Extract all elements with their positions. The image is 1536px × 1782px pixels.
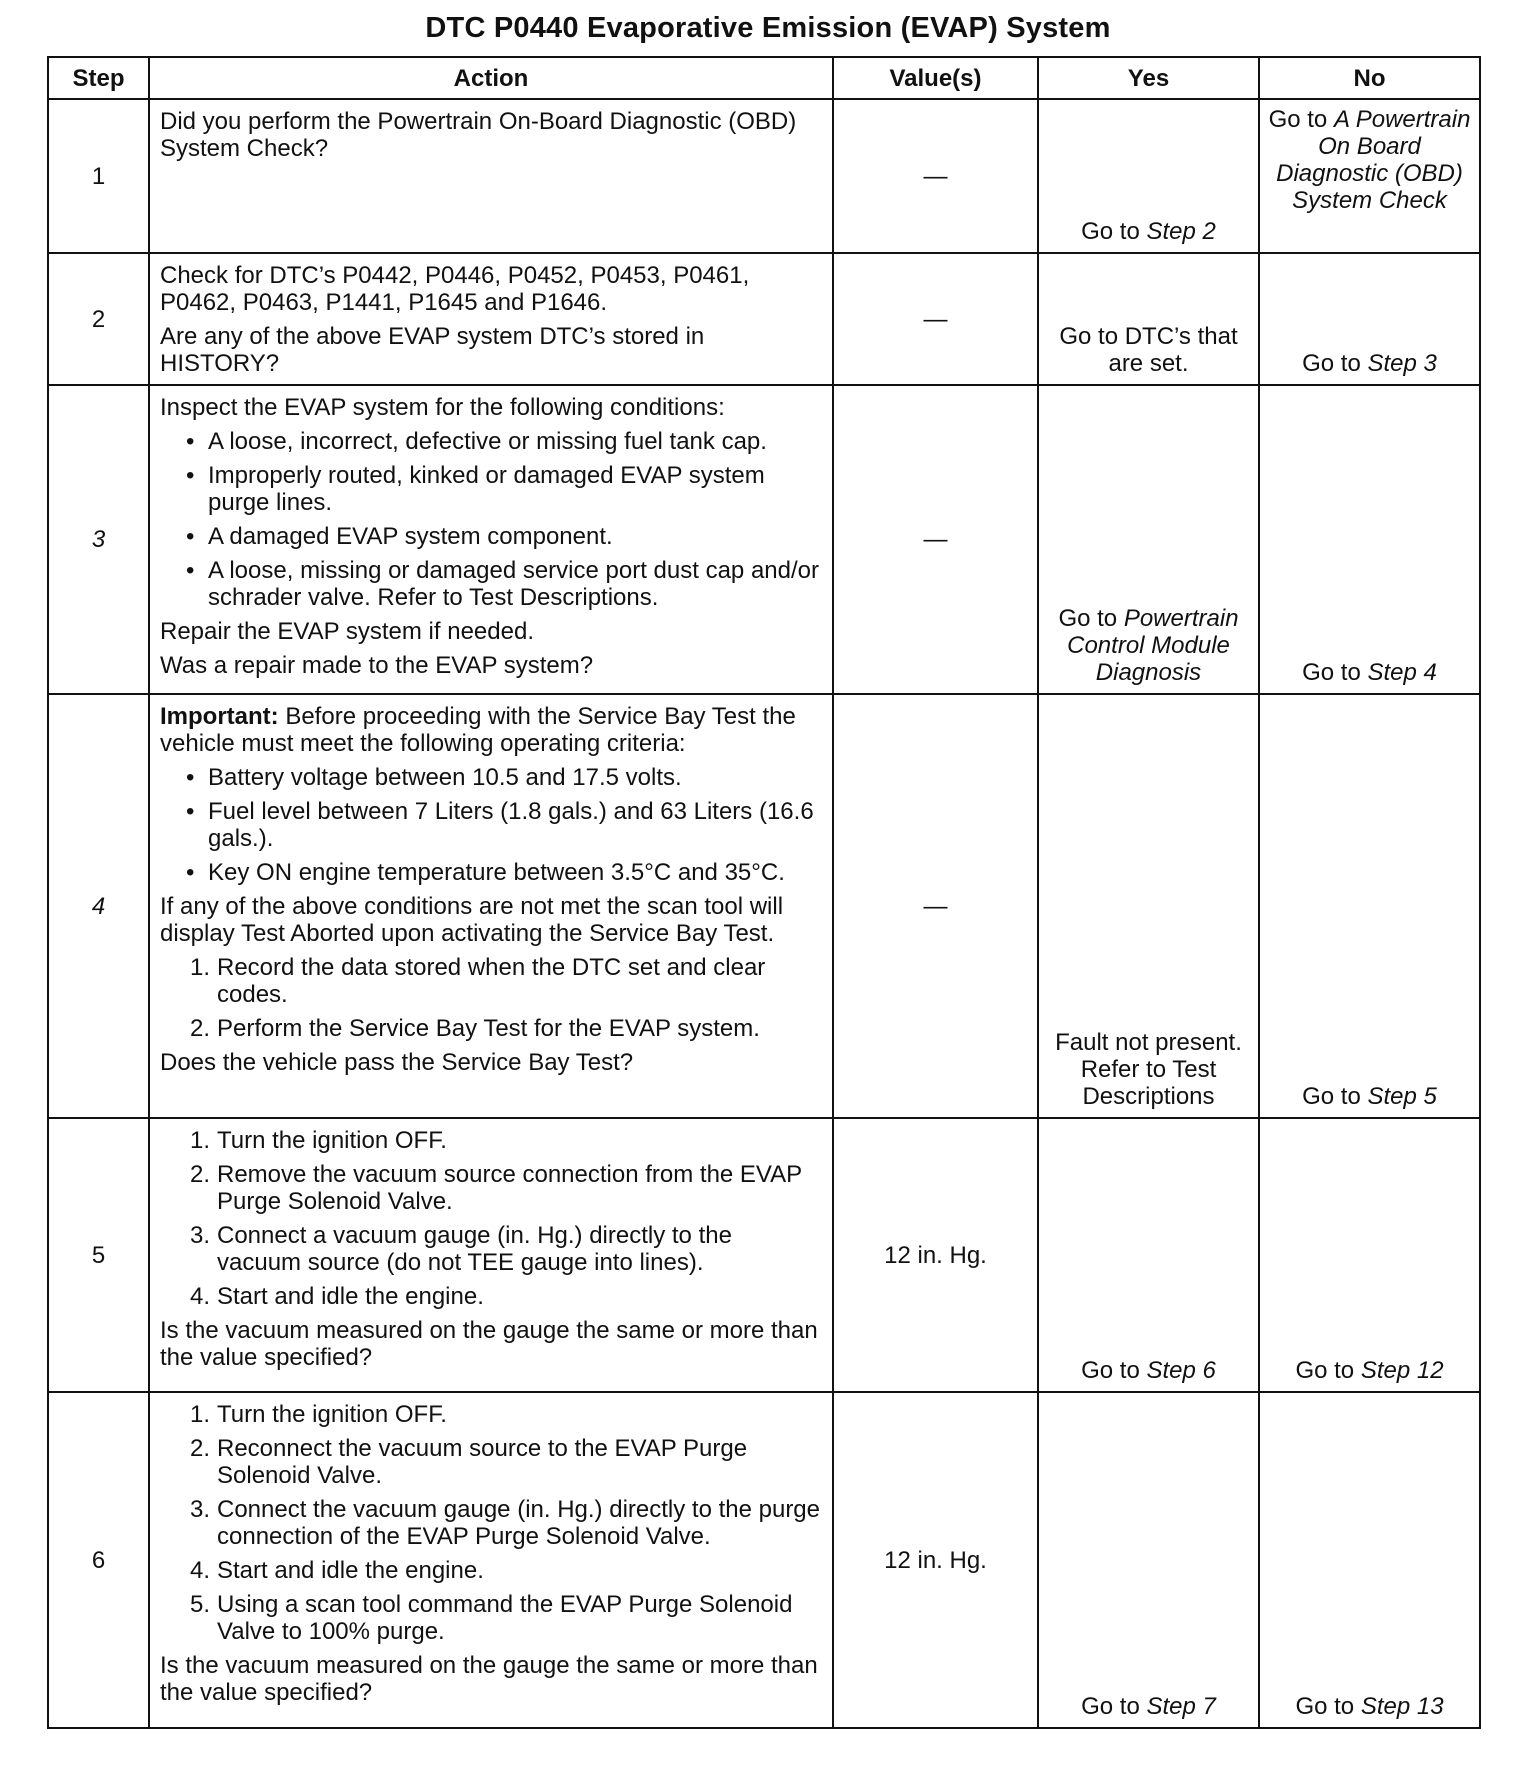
diagnostic-table: [47, 56, 1481, 1729]
condition-list: [160, 428, 822, 611]
item-text: Turn the ignition OFF.: [217, 1401, 447, 1428]
item-text: Record the data stored when the DTC set and clear codes.: [217, 954, 766, 1008]
yes-prefix: Go to: [1081, 1693, 1147, 1720]
yes-cell: [1038, 385, 1259, 694]
important-label: Important:: [160, 703, 279, 730]
yes-prefix: Go to: [1081, 218, 1147, 245]
table-row: [48, 1118, 1480, 1392]
action-text: Inspect the EVAP system for the following conditions:: [160, 394, 725, 421]
step-number: 2: [48, 253, 149, 385]
action-cell: [149, 1118, 833, 1392]
value-cell: —: [833, 694, 1038, 1118]
item-text: Reconnect the vacuum source to the EVAP Purge Solenoid Valve.: [217, 1435, 748, 1489]
procedure-list: [160, 954, 822, 1042]
value-cell: —: [833, 99, 1038, 253]
step-number: 3: [48, 385, 149, 694]
table-row: [48, 385, 1480, 694]
no-link: Step 13: [1360, 1693, 1444, 1720]
yes-link: Step 2: [1146, 218, 1216, 245]
item-number: 2.: [189, 1161, 210, 1188]
list-item: • A damaged EVAP system component.: [186, 523, 822, 550]
list-item: [182, 1401, 822, 1428]
list-item: [182, 1161, 822, 1215]
no-cell: [1259, 253, 1480, 385]
no-prefix: Go to: [1268, 106, 1334, 133]
action-question: Does the vehicle pass the Service Bay Test?: [160, 1049, 634, 1076]
item-text: Turn the ignition OFF.: [217, 1127, 447, 1154]
list-item: [182, 1557, 822, 1584]
item-number: 3.: [189, 1496, 210, 1523]
item-text: Start and idle the engine.: [217, 1557, 484, 1584]
important-text: Before proceeding with the Service Bay Test the vehicle must meet the following operating criteria:: [160, 703, 796, 757]
action-question: Is the vacuum measured on the gauge the same or more than the value specified?: [160, 1652, 818, 1706]
no-prefix: Go to: [1295, 1357, 1361, 1384]
item-number: 5.: [189, 1591, 210, 1618]
header-step: Step: [48, 57, 149, 99]
no-prefix: Go to: [1302, 350, 1368, 377]
no-prefix: Go to: [1302, 1083, 1368, 1110]
yes-text: Fault not present. Refer to Test Descriptions: [1055, 1029, 1242, 1110]
item-number: 3.: [189, 1222, 210, 1249]
action-text: Did you perform the Powertrain On-Board Diagnostic (OBD) System Check?: [160, 108, 797, 162]
list-item: • Fuel level between 7 Liters (1.8 gals.) and 63 Liters (16.6 gals.).: [186, 798, 822, 852]
list-item: [182, 1496, 822, 1550]
header-action: Action: [149, 57, 833, 99]
yes-cell: [1038, 253, 1259, 385]
yes-link: Step 7: [1146, 1693, 1216, 1720]
no-prefix: Go to: [1302, 659, 1368, 686]
table-row: [48, 694, 1480, 1118]
header-no: No: [1259, 57, 1480, 99]
value-cell: 12 in. Hg.: [833, 1392, 1038, 1728]
yes-link: Step 6: [1146, 1357, 1216, 1384]
header-values: Value(s): [833, 57, 1038, 99]
action-text: Check for DTC’s P0442, P0446, P0452, P0453, P0461, P0462, P0463, P1441, P1645 and P1646.: [160, 262, 750, 316]
action-cell: [149, 253, 833, 385]
item-text: Connect the vacuum gauge (in. Hg.) directly to the purge connection of the EVAP Purge Solenoid Valve.: [217, 1496, 820, 1550]
no-cell: [1259, 1392, 1480, 1728]
criteria-list: [160, 764, 822, 886]
action-question: Are any of the above EVAP system DTC’s stored in HISTORY?: [160, 323, 705, 377]
yes-cell: [1038, 694, 1259, 1118]
action-text: Repair the EVAP system if needed.: [160, 618, 534, 645]
list-item: [182, 1127, 822, 1154]
yes-prefix: Go to: [1081, 1357, 1147, 1384]
yes-cell: [1038, 1118, 1259, 1392]
value-cell: 12 in. Hg.: [833, 1118, 1038, 1392]
item-number: 1.: [189, 1401, 210, 1428]
action-cell: [149, 99, 833, 253]
list-item: • Improperly routed, kinked or damaged EVAP system purge lines.: [186, 462, 822, 516]
procedure-list: [160, 1127, 822, 1310]
action-cell: [149, 1392, 833, 1728]
no-cell: [1259, 694, 1480, 1118]
action-question: Is the vacuum measured on the gauge the same or more than the value specified?: [160, 1317, 818, 1371]
action-text: If any of the above conditions are not met the scan tool will display Test Aborted upon activating the Service Bay Test.: [160, 893, 784, 947]
no-cell: [1259, 99, 1480, 253]
action-cell: [149, 385, 833, 694]
item-text: Perform the Service Bay Test for the EVAP system.: [217, 1015, 760, 1042]
important-note: [160, 703, 822, 757]
table-row: [48, 1392, 1480, 1728]
yes-link: Powertrain Control Module Diagnosis: [1067, 605, 1239, 686]
yes-text: Go to DTC’s that are set.: [1059, 323, 1238, 377]
item-text: Using a scan tool command the EVAP Purge Solenoid Valve to 100% purge.: [217, 1591, 793, 1645]
no-link: Step 5: [1367, 1083, 1437, 1110]
list-item: [182, 1435, 822, 1489]
step-number: 4: [48, 694, 149, 1118]
no-link: Step 3: [1367, 350, 1437, 377]
no-cell: [1259, 385, 1480, 694]
step-number: 1: [48, 99, 149, 253]
value-cell: —: [833, 385, 1038, 694]
list-item: • A loose, incorrect, defective or missing fuel tank cap.: [186, 428, 822, 455]
list-item: [182, 1283, 822, 1310]
table-header-row: [48, 57, 1480, 99]
table-row: [48, 99, 1480, 253]
no-cell: [1259, 1118, 1480, 1392]
item-number: 1.: [189, 954, 210, 981]
list-item: • Key ON engine temperature between 3.5°C and 35°C.: [186, 859, 822, 886]
step-number: 5: [48, 1118, 149, 1392]
item-number: 4.: [189, 1557, 210, 1584]
step-number: 6: [48, 1392, 149, 1728]
action-cell: [149, 694, 833, 1118]
page-title: DTC P0440 Evaporative Emission (EVAP) System: [425, 12, 1111, 44]
procedure-list: [160, 1401, 822, 1645]
item-number: 2.: [189, 1015, 210, 1042]
yes-cell: [1038, 99, 1259, 253]
item-text: Connect a vacuum gauge (in. Hg.) directly to the vacuum source (do not TEE gauge into lines).: [217, 1222, 732, 1276]
yes-cell: [1038, 1392, 1259, 1728]
yes-prefix: Go to: [1058, 605, 1124, 632]
item-number: 1.: [189, 1127, 210, 1154]
list-item: [182, 954, 822, 1008]
no-link: A Powertrain On Board Diagnostic (OBD) System Check: [1276, 106, 1471, 214]
no-link: Step 4: [1367, 659, 1437, 686]
table-row: [48, 253, 1480, 385]
no-link: Step 12: [1360, 1357, 1444, 1384]
list-item: • A loose, missing or damaged service port dust cap and/or schrader valve. Refer to Test Descriptions.: [186, 557, 822, 611]
list-item: [182, 1222, 822, 1276]
item-number: 4.: [189, 1283, 210, 1310]
no-prefix: Go to: [1295, 1693, 1361, 1720]
item-number: 2.: [189, 1435, 210, 1462]
item-text: Remove the vacuum source connection from the EVAP Purge Solenoid Valve.: [217, 1161, 802, 1215]
value-cell: —: [833, 253, 1038, 385]
header-yes: Yes: [1038, 57, 1259, 99]
item-text: Start and idle the engine.: [217, 1283, 484, 1310]
list-item: [182, 1015, 822, 1042]
list-item: [182, 1591, 822, 1645]
action-question: Was a repair made to the EVAP system?: [160, 652, 594, 679]
list-item: • Battery voltage between 10.5 and 17.5 volts.: [186, 764, 822, 791]
